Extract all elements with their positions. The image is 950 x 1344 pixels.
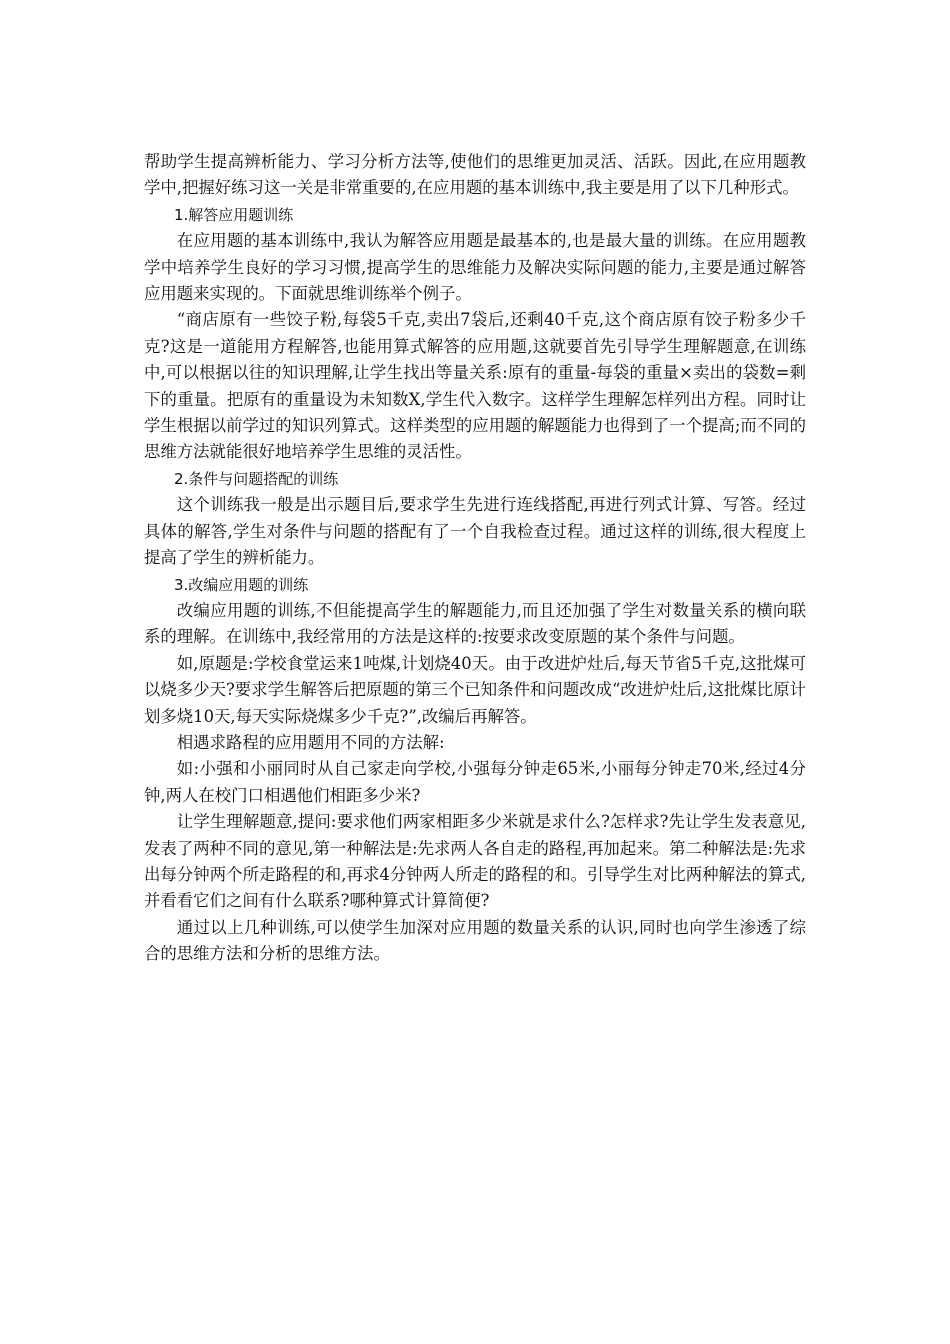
paragraph-example-dumpling: “商店原有一些饺子粉,每袋5千克,卖出7袋后,还剩40千克,这个商店原有饺子粉多少千克?这是一道能用方程解答,也能用算式解答的应用题,这就要首先引导学生理解题意,在训练中,可以根据以往的知识理解,让学生找出等量关系:原有的重量-每袋的重量×卖出的袋数=剩下的重量。把原有的重量设为未知数Χ,学生代入数字。这样学生理解怎样列出方程。同时让学生根据以前学过的知识列算式。这样类型的应用题的解题能力也得到了一个提高;而不同的思维方法就能很好地培养学生思维的灵活性。 [144,310,806,462]
section-heading-1: 1.解答应用题训练 [174,205,294,224]
paragraph-intro: 帮助学生提高辨析能力、学习分析方法等,使他们的思维更加灵活、活跃。因此,在应用题教学中,把握好练习这一关是非常重要的,在应用题的基本训练中,我主要是用了以下几种形式。 [144,152,806,198]
paragraph-meeting-discussion: 让学生理解题意,提问:要求他们两家相距多少米就是求什么?怎样求?先让学生发表意见,发表了两种不同的意见,第一种解法是:先求两人各自走的路程,再加起来。第二种解法是:先求出每分钟两个所走路程的和,再求4分钟两人所走的路程的和。引导学生对比两种解法的算式,并看看它们之间有什么联系?哪种算式计算简便? [144,812,806,911]
paragraph-section-2: 这个训练我一般是出示题目后,要求学生先进行连线搭配,再进行列式计算、写答。经过具体的解答,学生对条件与问题的搭配有了一个自我检查过程。通过这样的训练,很大程度上提高了学生的辨析能力。 [144,495,806,568]
paragraph-conclusion: 通过以上几种训练,可以使学生加深对应用题的数量关系的认识,同时也向学生渗透了综合的思维方法和分析的思维方法。 [144,917,806,964]
paragraph-example-coal: 如,原题是:学校食堂运来1吨煤,计划烧40天。由于改进炉灶后,每天节省5千克,这批煤可以烧多少天?要求学生解答后把原题的第三个已知条件和问题改成“改进炉灶后,这批煤比原计划多烧10天,每天实际烧煤多少千克?”,改编后再解答。 [144,653,806,726]
document-body [144,149,806,968]
paragraph-section-3: 改编应用题的训练,不但能提高学生的解题能力,而且还加强了学生对数量关系的横向联系的理解。在训练中,我经常用的方法是这样的:按要求改变原题的某个条件与问题。 [144,600,806,647]
section-heading-3: 3.改编应用题的训练 [174,575,309,594]
paragraph-section-1: 在应用题的基本训练中,我认为解答应用题是最基本的,也是最大量的训练。在应用题教学中培养学生良好的学习习惯,提高学生的思维能力及解决实际问题的能力,主要是通过解答应用题来实现的。下面就思维训练举个例子。 [144,231,806,304]
section-heading-2: 2.条件与问题搭配的训练 [174,469,339,488]
paragraph-example-meeting: 如:小强和小丽同时从自己家走向学校,小强每分钟走65米,小丽每分钟走70米,经过4分钟,两人在校门口相遇他们相距多少米? [144,759,806,805]
paragraph-meeting-intro: 相遇求路程的应用题用不同的方法解: [176,732,445,752]
